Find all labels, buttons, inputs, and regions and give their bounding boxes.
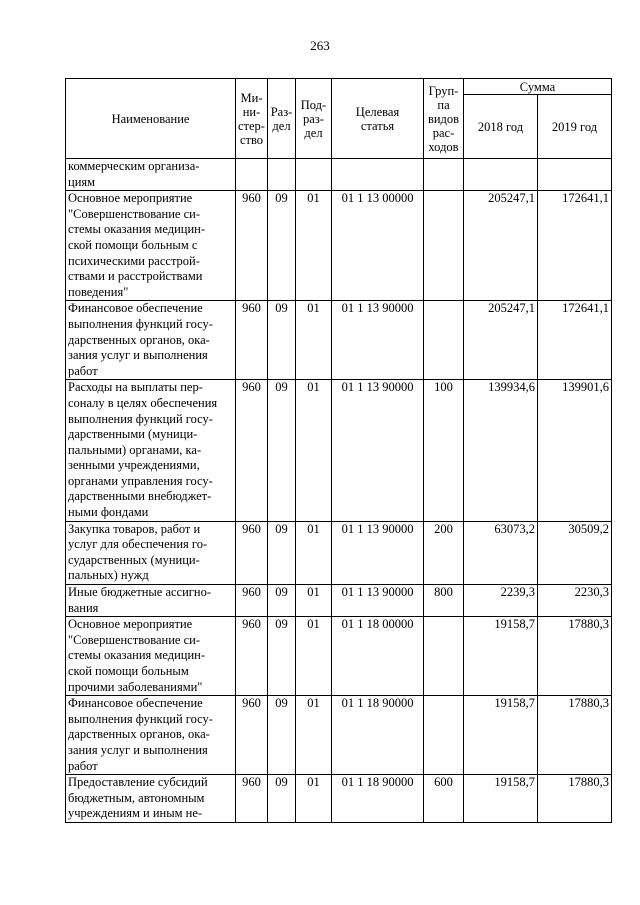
cell-sum-2018: 19158,7 <box>464 696 538 775</box>
table-header <box>66 79 612 159</box>
table-row <box>66 696 612 775</box>
cell-name: Иные бюджетные ассигно- вания <box>66 585 236 617</box>
table-row <box>66 585 612 617</box>
cell-section: 09 <box>268 775 296 823</box>
cell-expense-group: 100 <box>424 380 464 521</box>
header-sum: Сумма <box>464 79 612 95</box>
cell-subsection: 01 <box>296 191 332 301</box>
cell-target-article: 01 1 13 90000 <box>332 380 424 521</box>
table-row <box>66 159 612 191</box>
budget-table <box>65 78 612 823</box>
cell-section: 09 <box>268 191 296 301</box>
cell-section: 09 <box>268 301 296 380</box>
cell-name: Закупка товаров, работ и услуг для обеспечения го- сударственных (муници- пальных) нужд <box>66 521 236 584</box>
cell-sum-2019: 30509,2 <box>538 521 612 584</box>
cell-sum-2019: 172641,1 <box>538 191 612 301</box>
cell-section: 09 <box>268 380 296 521</box>
cell-name: Финансовое обеспечение выполнения функций госу- дарственных органов, ока- зания услуг и выполнения работ <box>66 696 236 775</box>
cell-sum-2018: 19158,7 <box>464 775 538 823</box>
cell-sum-2019: 17880,3 <box>538 617 612 696</box>
cell-ministry: 960 <box>236 301 268 380</box>
cell-ministry: 960 <box>236 775 268 823</box>
cell-subsection: 01 <box>296 585 332 617</box>
cell-expense-group <box>424 696 464 775</box>
cell-sum-2018: 205247,1 <box>464 191 538 301</box>
cell-expense-group <box>424 301 464 380</box>
cell-ministry <box>236 159 268 191</box>
table-row <box>66 301 612 380</box>
cell-expense-group: 600 <box>424 775 464 823</box>
cell-target-article: 01 1 13 90000 <box>332 521 424 584</box>
table-row <box>66 191 612 301</box>
cell-sum-2018: 205247,1 <box>464 301 538 380</box>
cell-name: Предоставление субсидий бюджетным, автономным учреждениям и иным не- <box>66 775 236 823</box>
header-ministry: Ми- ни- стер- ство <box>236 79 268 159</box>
cell-ministry: 960 <box>236 585 268 617</box>
cell-subsection: 01 <box>296 521 332 584</box>
cell-subsection: 01 <box>296 380 332 521</box>
page-number: 263 <box>310 38 330 53</box>
cell-section: 09 <box>268 585 296 617</box>
cell-expense-group: 200 <box>424 521 464 584</box>
cell-expense-group <box>424 617 464 696</box>
cell-ministry: 960 <box>236 521 268 584</box>
table-body <box>66 159 612 823</box>
cell-target-article: 01 1 13 00000 <box>332 191 424 301</box>
cell-target-article <box>332 159 424 191</box>
header-subsection: Под- раз- дел <box>296 79 332 159</box>
cell-subsection: 01 <box>296 301 332 380</box>
cell-sum-2019 <box>538 159 612 191</box>
cell-sum-2019: 17880,3 <box>538 775 612 823</box>
cell-sum-2018: 63073,2 <box>464 521 538 584</box>
header-year-2018: 2018 год <box>464 95 538 159</box>
cell-subsection: 01 <box>296 617 332 696</box>
cell-sum-2019: 2230,3 <box>538 585 612 617</box>
cell-ministry: 960 <box>236 380 268 521</box>
cell-subsection <box>296 159 332 191</box>
header-name: Наименование <box>66 79 236 159</box>
cell-ministry: 960 <box>236 617 268 696</box>
cell-sum-2018: 139934,6 <box>464 380 538 521</box>
cell-section: 09 <box>268 617 296 696</box>
cell-target-article: 01 1 13 90000 <box>332 585 424 617</box>
table-row <box>66 380 612 521</box>
cell-ministry: 960 <box>236 191 268 301</box>
header-year-2019: 2019 год <box>538 95 612 159</box>
cell-name: Основное мероприятие "Совершенствование си- стемы оказания медицин- ской помощи больным прочими заболеваниями" <box>66 617 236 696</box>
table-row <box>66 521 612 584</box>
cell-name: Основное мероприятие "Совершенствование си- стемы оказания медицин- ской помощи больным с психическими расстрой- ствами и расстройствами поведения" <box>66 191 236 301</box>
cell-sum-2018: 19158,7 <box>464 617 538 696</box>
cell-subsection: 01 <box>296 696 332 775</box>
cell-section <box>268 159 296 191</box>
cell-name: коммерческим организа- циям <box>66 159 236 191</box>
cell-sum-2019: 172641,1 <box>538 301 612 380</box>
cell-section: 09 <box>268 521 296 584</box>
header-target-article: Целевая статья <box>332 79 424 159</box>
cell-name: Финансовое обеспечение выполнения функций госу- дарственных органов, ока- зания услуг и выполнения работ <box>66 301 236 380</box>
cell-target-article: 01 1 18 90000 <box>332 696 424 775</box>
header-section: Раз- дел <box>268 79 296 159</box>
header-expense-group: Груп- па видов рас- ходов <box>424 79 464 159</box>
cell-name: Расходы на выплаты пер- соналу в целях обеспечения выполнения функций госу- дарственными (муници- пальными) органами, ка- зенными учреждениями, органами управления госу- дарственными внебюджет- ными фондами <box>66 380 236 521</box>
cell-target-article: 01 1 18 00000 <box>332 617 424 696</box>
cell-sum-2019: 17880,3 <box>538 696 612 775</box>
cell-section: 09 <box>268 696 296 775</box>
cell-expense-group <box>424 159 464 191</box>
cell-target-article: 01 1 18 90000 <box>332 775 424 823</box>
cell-target-article: 01 1 13 90000 <box>332 301 424 380</box>
cell-sum-2018: 2239,3 <box>464 585 538 617</box>
cell-sum-2019: 139901,6 <box>538 380 612 521</box>
cell-expense-group: 800 <box>424 585 464 617</box>
cell-expense-group <box>424 191 464 301</box>
table-row <box>66 775 612 823</box>
table-row <box>66 617 612 696</box>
cell-ministry: 960 <box>236 696 268 775</box>
cell-sum-2018 <box>464 159 538 191</box>
cell-subsection: 01 <box>296 775 332 823</box>
